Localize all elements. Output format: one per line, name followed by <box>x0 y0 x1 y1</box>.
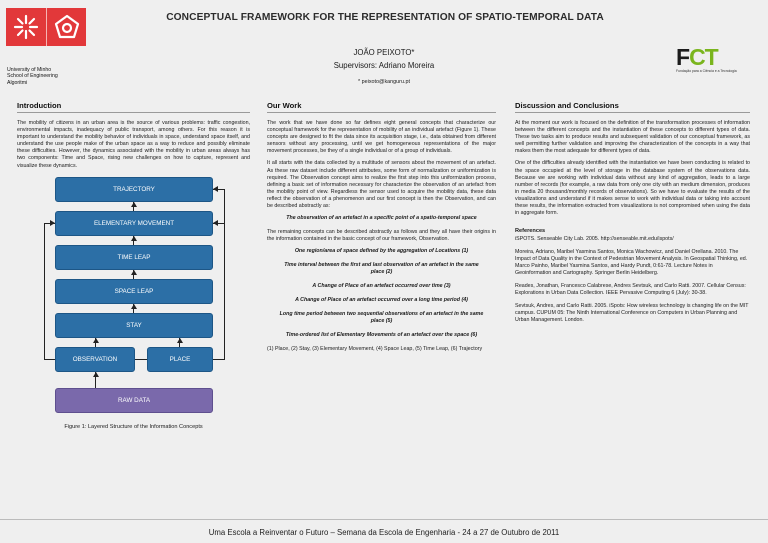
discussion-heading: Discussion and Conclusions <box>515 101 750 113</box>
box-time-leap: TIME LEAP <box>55 245 213 270</box>
arrow-right-icon <box>50 220 55 226</box>
definition-trajectory: Time-ordered list of Elementary Movements of an artefact over the space (6) <box>285 332 478 339</box>
our-work-paragraph-1: The work that we have done so far defines eight general concepts that characterize our conceptual framework for the representation of mobility of an individual artefact (Figure 1). These concepts are designed to fit the data since its acquisition stage, i.e., data obtained from different sensors without any processing, until we get homogeneous representations of the major movement processes, be they of a single individual or of a group of individuals. <box>267 120 496 155</box>
arrow-up-icon <box>93 372 99 377</box>
fct-logo-subtitle: Fundação para a Ciência e a Tecnologia <box>676 69 737 73</box>
concept-legend: (1) Place, (2) Stay, (3) Elementary Movement, (4) Space Leap, (5) Time Leap, (6) Trajectory <box>267 346 483 353</box>
arrow-left-icon <box>213 186 218 192</box>
our-work-heading: Our Work <box>267 101 496 113</box>
box-observation: OBSERVATION <box>55 347 135 372</box>
box-place: PLACE <box>147 347 213 372</box>
reference-item: Reades, Jonathan, Francesco Calabrese, Andres Sevtsuk, and Carlo Ratti. 2007. Cellular Census: Explorations in Urban Data Collection. IEEE Pervasive Computing 6 (July): 30-38. <box>515 283 746 297</box>
introduction-text: The mobility of citizens in an urban area is the source of various problems: traffic congestion, environmental impacts, inadequacy of public transport, among others. For this reason it is important to understand the mobility behavior of individuals in space, understand space itself, and understand the use people make of the urban space as a way to reduce and possibly eliminate these difficulties. However, the dynamics associated with the mobility in urban areas always has two components: Time and Space, rising new challenges on how to capture, represent and visualize these dynamics. <box>17 120 250 169</box>
fct-logo <box>676 46 756 76</box>
arrow-up-icon <box>131 236 137 241</box>
university-logo <box>6 8 86 46</box>
box-raw-data: RAW DATA <box>55 388 213 413</box>
layered-structure-diagram <box>17 175 250 420</box>
arrow-up-icon <box>177 338 183 343</box>
university-line: University of Minho <box>7 67 52 73</box>
references-heading: References <box>515 228 546 235</box>
supervisors: Supervisors: Adriano Moreira <box>333 61 435 70</box>
box-trajectory: TRAJECTORY <box>55 177 213 202</box>
reference-item: Sevtsuk, Andres, and Carlo Ratti. 2005. iSpots: How wireless technology is changing life on the MIT campus. CUPUM 05: The Ninth International Conference on Computers in Urban Planning and Urban Management. London. <box>515 303 749 324</box>
discussion-paragraph-1: At the moment our work is focused on the definition of the transformation processes of information between the different concepts and the instantiation of these concepts to different types of data. These two tasks aim to produce results and subsequent validation of our conceptual framework, as well permitting further validation and improving the characterization of the concepts in a way that makes them the most adequate for different types of data. <box>515 120 750 155</box>
center-line: Algoritmi <box>7 79 28 86</box>
arrow-up-icon <box>131 270 137 275</box>
connector-line <box>213 359 224 360</box>
introduction-column <box>17 101 250 430</box>
box-elementary-movement: ELEMENTARY MOVEMENT <box>55 211 213 236</box>
reference-item: Moreira, Adriano, Maribel Yasmina Santos, Monica Wachowicz, and Daniel Orellana. 2010. The Impact of Data Quality in the Context of Pedestrian Movement Analysis. In Geospatial Thinking, ed. Marco Painho, Maribel Yasmina Santos, and Hardy Pundt, 0:61-78. Lecture Notes in Geoinformation and Cartography. Springer Berlin Heidelberg. <box>515 249 748 277</box>
engineering-emblem-icon <box>46 8 86 46</box>
arrow-up-icon <box>131 202 137 207</box>
box-space-leap: SPACE LEAP <box>55 279 213 304</box>
fct-logo-accent: CT <box>689 44 718 70</box>
uminho-emblem-icon <box>6 8 46 46</box>
definition-space-leap: A Change of Place of an artefact occurred over a long time period (4) <box>295 297 468 304</box>
definition-place: One region/area of space defined by the aggregation of Locations (1) <box>294 248 469 255</box>
author-name: JOÃO PEIXOTO* <box>353 48 415 57</box>
school-line: School of Engineering <box>7 73 58 80</box>
right-bypass-line <box>224 189 225 360</box>
definition-stay: Time interval between the first and last observation of an artefact in the same place (2) <box>284 262 479 276</box>
discussion-column <box>515 101 750 330</box>
box-stay: STAY <box>55 313 213 338</box>
definition-observation: The observation of an artefact in a specific point of a spatio-temporal space <box>286 215 477 222</box>
our-work-paragraph-2: It all starts with the data collected by a multitude of sensors about the movement of an artefact. As these raw dataset include different attributes, some form of normalization or uniformization is required. The Observation concept aims to realize the first step into this uniformization process, defining a basic set of information necessary for characterize the observation of an artefact from the mobility point of view. Regardless the sensor used to acquire the mobility data, these data reflect the observation of a phenomenon and our first concept is then the Observation, and can be described abstractly as: <box>267 160 496 210</box>
reference-item: iSPOTS. Senseable City Lab. 2005. http://senseable.mit.edu/ispots/ <box>515 236 674 243</box>
connector-line <box>44 359 55 360</box>
arrow-up-icon <box>93 338 99 343</box>
introduction-heading: Introduction <box>17 101 250 113</box>
arrow-up-icon <box>131 304 137 309</box>
our-work-paragraph-3: The remaining concepts can be described abstractly as follows and they all have their origins in the information contained in the basic concept of our framework, Observation. <box>267 229 496 243</box>
discussion-paragraph-2: One of the difficulties already identified with the instantiation we have been conducting is related to the space occupied at the level of storage in the database system of the observations data. Because we are working with individual data without any kind of aggregation, leads to a large number of records (for example, a raw data from only one city with an medium dimension, produces in media 20 thousand/monthly records of observations). So we have to evaluate the results of the visualizations and understand if it makes sense to work with individual data or taking into account these results, the information extracted from visualizations is not compromised when using the data in aggregate form. <box>515 160 750 217</box>
footer-text: Uma Escola a Reinventar o Futuro – Semana da Escola de Engenharia - 24 a 27 de Outubro de 2011 <box>0 519 768 537</box>
definition-elementary-movement: A Change of Place of an artefact occurred over time (3) <box>312 283 451 290</box>
arrow-left-icon <box>213 220 218 226</box>
university-name <box>7 67 58 86</box>
connector-line <box>135 359 147 360</box>
author-email: * peixoto@kanguru.pt <box>358 79 410 85</box>
definition-time-leap: Long time period between two sequential observations of an artefact in the same place (5) <box>279 311 484 325</box>
our-work-column <box>267 101 496 358</box>
fct-logo-text: FCT <box>676 44 718 70</box>
figure-caption: Figure 1: Layered Structure of the Information Concepts <box>64 423 203 430</box>
left-bypass-line <box>44 223 45 360</box>
poster-title: CONCEPTUAL FRAMEWORK FOR THE REPRESENTATION OF SPATIO-TEMPORAL DATA <box>166 12 604 23</box>
